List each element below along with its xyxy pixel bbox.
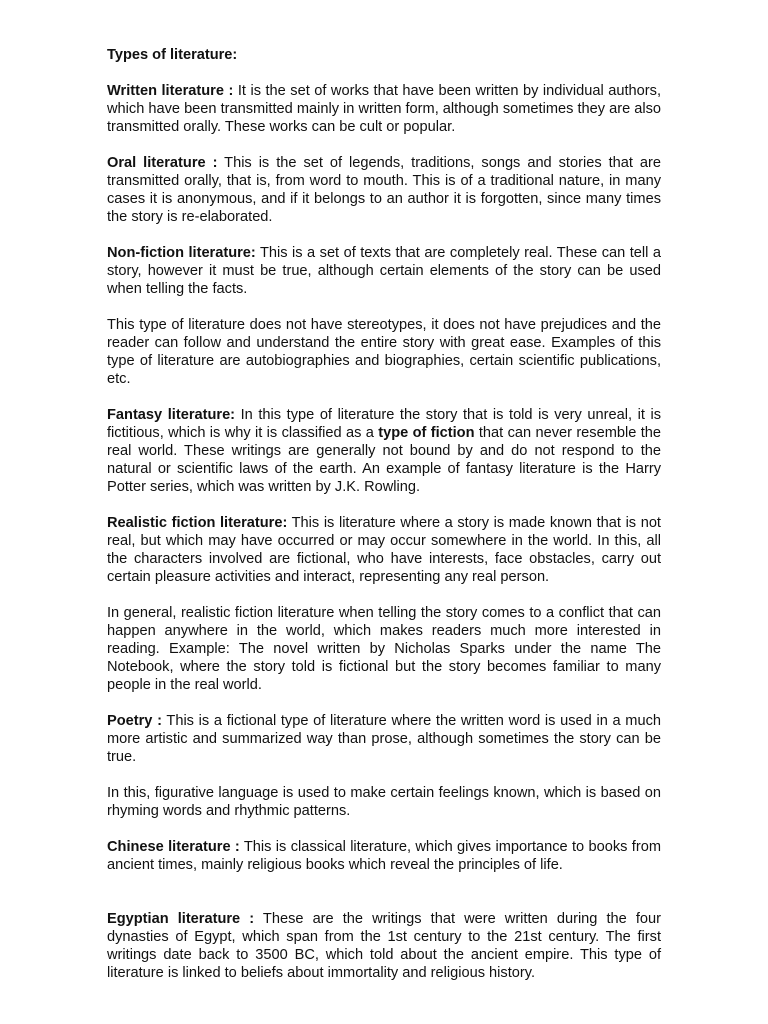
- non-fiction-literature-text: This is a set of texts that are completely real. These can tell a story, however it must be true, although certain elements of the story can be used when telling the facts.: [107, 245, 661, 297]
- document-page: [107, 46, 661, 1000]
- fantasy-literature-term: Fantasy literature:: [107, 407, 236, 423]
- type-of-fiction-phrase: type of fiction: [378, 425, 475, 441]
- document-title: Types of literature:: [107, 47, 238, 63]
- chinese-literature-text: This is classical literature, which gives importance to books from ancient times, mainly religious books which reveal the principles of life.: [107, 839, 661, 873]
- egyptian-literature-text: These are the writings that were written during the four dynasties of Egypt, which span from the 1st century to the 21st century. The first writings date back to 3500 BC, which told about the ancient empire. This type of literature is linked to beliefs about immortality and religious history.: [107, 911, 662, 981]
- egyptian-literature-paragraph: [107, 910, 661, 982]
- oral-literature-text: This is the set of legends, traditions, songs and stories that are transmitted orally, that is, from word to mouth. This is of a traditional nature, in many cases it is anonymous, and if it belongs to an author it is forgotten, since many times the story is re-elaborated.: [107, 155, 661, 225]
- fantasy-literature-paragraph: [107, 406, 661, 496]
- realistic-fiction-details-paragraph: In general, realistic fiction literature when telling the story comes to a conflict that can happen anywhere in the world, which makes readers much more interested in reading. Example: The novel written by Nicholas Sparks under the name The Notebook, where the story told is fictional but the story becomes familiar to many people in the real world.: [107, 605, 661, 693]
- poetry-text: This is a fictional type of literature where the written word is used in a much more artistic and summarized way than prose, although sometimes the story can be true.: [107, 713, 661, 765]
- poetry-details-paragraph: In this, figurative language is used to make certain feelings known, which is based on rhyming words and rhythmic patterns.: [107, 785, 661, 819]
- chinese-literature-term: Chinese literature :: [107, 839, 240, 855]
- written-literature-paragraph: [107, 82, 661, 136]
- oral-literature-paragraph: [107, 154, 661, 226]
- egyptian-literature-term: Egyptian literature :: [107, 911, 255, 927]
- fantasy-literature-text-after: that can never resemble the real world. These writings are generally not bound by and do not respond to the natural or scientific laws of the earth. An example of fantasy literature is the Harry Potter series, which was written by J.K. Rowling.: [107, 425, 661, 495]
- fantasy-literature-text-before: In this type of literature the story that is told is very unreal, it is fictitious, which is why it is classified as a: [107, 407, 661, 441]
- poetry-term: Poetry :: [107, 713, 162, 729]
- non-fiction-details-paragraph: This type of literature does not have stereotypes, it does not have prejudices and the reader can follow and understand the entire story with great ease. Examples of this type of literature are autobiographies and biographies, certain scientific publications, etc.: [107, 317, 661, 387]
- realistic-fiction-paragraph: [107, 514, 661, 586]
- chinese-literature-paragraph: [107, 838, 661, 874]
- written-literature-term: Written literature :: [107, 83, 234, 99]
- non-fiction-literature-paragraph: [107, 244, 661, 298]
- non-fiction-literature-term: Non-fiction literature:: [107, 245, 256, 261]
- realistic-fiction-text: This is literature where a story is made known that is not real, but which may have occurred or may occur somewhere in the world. In this, all the characters involved are fictional, who have interests, face obstacles, carry out certain pleasure activities and interact, representing any real person.: [107, 515, 661, 585]
- realistic-fiction-term: Realistic fiction literature:: [107, 515, 288, 531]
- poetry-paragraph: [107, 712, 661, 766]
- written-literature-text: It is the set of works that have been written by individual authors, which have been transmitted mainly in written form, although sometimes they are also transmitted orally. These works can be cult or popular.: [107, 83, 662, 135]
- oral-literature-term: Oral literature :: [107, 155, 218, 171]
